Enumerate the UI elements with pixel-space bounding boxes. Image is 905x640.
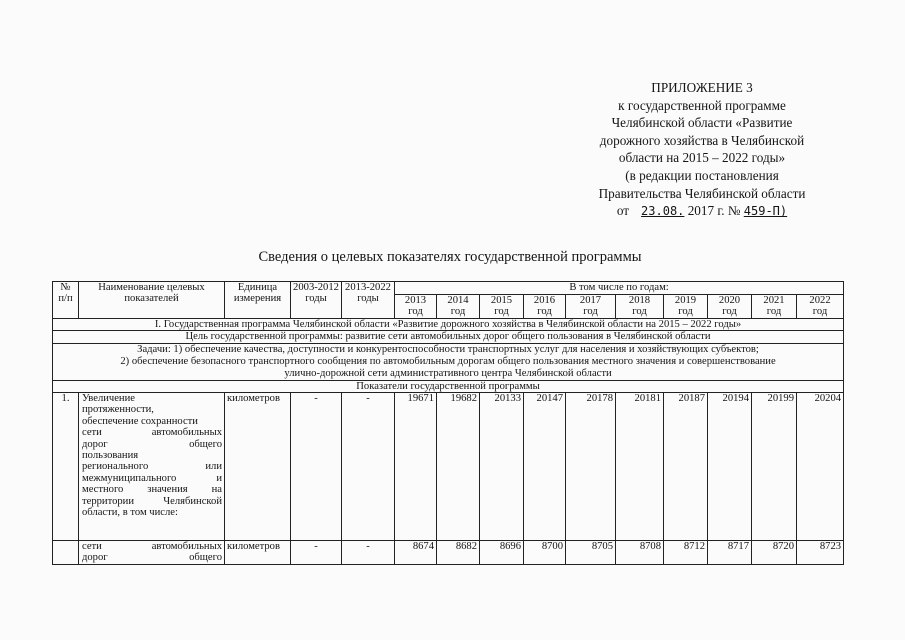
date-prefix: от <box>616 203 630 219</box>
appendix-line: Челябинской области «Развитие <box>611 115 793 131</box>
row-name-line: дорог общего <box>82 552 222 564</box>
row-name-line: протяженности, <box>82 404 154 416</box>
appendix-heading: ПРИЛОЖЕНИЕ 3 <box>651 80 753 95</box>
year-unit: год <box>537 306 552 318</box>
year: 2019 <box>674 295 697 306</box>
tasks-line: улично-дорожной сети административного центра Челябинской области <box>284 367 612 379</box>
year: 2014 <box>447 295 469 306</box>
row-unit: километров <box>225 541 291 565</box>
header-year-cell <box>524 295 566 319</box>
row-value: 20147 <box>524 393 566 541</box>
table-row <box>53 541 844 565</box>
row-name-line: сети автомобильных <box>82 541 222 553</box>
header-year-cell <box>752 295 797 319</box>
year-unit: год <box>766 306 782 318</box>
year-unit: год <box>494 306 509 318</box>
row-value: 20204 <box>797 393 844 541</box>
document-title: Сведения о целевых показателях государственной программы <box>258 249 642 265</box>
header-year-cell <box>797 295 844 319</box>
header-2013-2022: 2013-2022 годы <box>342 282 395 319</box>
header-year-cell <box>708 295 752 319</box>
year: 2017 <box>579 295 602 306</box>
row-name <box>79 541 225 565</box>
row-name-line: области, в том числе: <box>82 507 178 519</box>
year: 2022 <box>809 295 831 306</box>
handwritten-date: 23.08. <box>641 204 685 219</box>
row-value-2003-2012: - <box>291 393 342 541</box>
row-unit: километров <box>225 393 291 541</box>
row-value: 20178 <box>566 393 616 541</box>
header-no: № п/п <box>53 282 79 319</box>
row-name-line: дорог общего <box>82 438 222 450</box>
program-cell: I. Государственная программа Челябинской области «Развитие дорожного хозяйства в Челябинской области на 2015 – 2022 годы» <box>53 318 844 330</box>
row-value: 8708 <box>616 541 664 565</box>
row-value-2003-2012: - <box>291 541 342 565</box>
header-unit: Единица измерения <box>225 282 291 319</box>
indicators-table <box>52 281 844 565</box>
row-value: 19682 <box>437 393 480 541</box>
indicators-heading-cell: Показатели государственной программы <box>53 380 844 392</box>
year: 2018 <box>628 295 651 306</box>
row-value-2013-2022: - <box>342 393 395 541</box>
row-name-line: сети автомобильных <box>82 427 222 439</box>
row-name <box>79 393 225 541</box>
row-value: 20194 <box>708 393 752 541</box>
year: 2015 <box>490 295 513 306</box>
header-year-cell <box>566 295 616 319</box>
row-value: 8717 <box>708 541 752 565</box>
appendix-line: области на 2015 – 2022 годы» <box>618 150 786 166</box>
header-2003-2012: 2003-2012 годы <box>291 282 342 319</box>
year: 2013 <box>404 295 427 306</box>
tasks-line: 2) обеспечение безопасного транспортного сообщения по автомобильным дорогам общего пользования местного значения и совершенствование <box>120 355 776 367</box>
table-row <box>53 393 844 541</box>
row-value: 8720 <box>752 541 797 565</box>
year-unit: год <box>632 306 647 318</box>
year-unit: год <box>583 306 598 318</box>
row-value: 8696 <box>480 541 524 565</box>
header-year-cell <box>616 295 664 319</box>
appendix-line: (в редакции постановления <box>625 167 779 183</box>
row-value: 8682 <box>437 541 480 565</box>
row-number: 1. <box>53 393 79 541</box>
date-year: 2017 г. № <box>687 203 741 219</box>
appendix-line: дорожного хозяйства в Челябинской <box>599 132 805 148</box>
row-value: 19671 <box>395 393 437 541</box>
row-name-line: обеспечение сохранности <box>82 415 198 427</box>
year: 2020 <box>718 295 741 306</box>
row-name-line: регионального или <box>82 461 222 473</box>
row-value: 8723 <box>797 541 844 565</box>
tasks-row <box>53 343 844 380</box>
row-value: 8705 <box>566 541 616 565</box>
appendix-block <box>567 79 837 221</box>
row-name-line: Увеличение <box>82 393 135 405</box>
row-value: 20181 <box>616 393 664 541</box>
row-value: 20133 <box>480 393 524 541</box>
header-by-years: В том числе по годам: <box>395 282 844 295</box>
year: 2016 <box>533 295 556 306</box>
appendix-date-line <box>567 202 837 221</box>
header-name: Наименование целевых показателей <box>79 282 225 319</box>
handwritten-number: 459-П) <box>743 204 788 219</box>
row-value: 20199 <box>752 393 797 541</box>
year-unit: год <box>678 306 693 318</box>
appendix-line: к государственной программе <box>618 97 786 113</box>
appendix-line: Правительства Челябинской области <box>598 185 806 201</box>
row-value: 8674 <box>395 541 437 565</box>
program-row <box>53 318 844 330</box>
header-year-cell <box>664 295 708 319</box>
row-value-2013-2022: - <box>342 541 395 565</box>
row-name-line: межмуниципального и <box>82 472 222 484</box>
tasks-line: Задачи: 1) обеспечение качества, доступности и конкурентоспособности транспортных услуг для населения и хозяйствующих субъектов; <box>137 343 759 355</box>
row-name-line: местного значения на <box>82 484 222 496</box>
row-value: 20187 <box>664 393 708 541</box>
year-unit: год <box>450 306 466 318</box>
header-year-cell <box>437 295 480 319</box>
row-value: 8700 <box>524 541 566 565</box>
year-unit: год <box>812 306 828 318</box>
goal-cell: Цель государственной программы: развитие сети автомобильных дорог общего пользования в Челябинской области <box>53 331 844 343</box>
row-name-line: пользования <box>82 450 139 462</box>
row-value: 8712 <box>664 541 708 565</box>
goal-row <box>53 331 844 343</box>
header-year-cell <box>480 295 524 319</box>
row-name-line: территории Челябинской <box>82 495 222 507</box>
header-year-cell <box>395 295 437 319</box>
indicators-heading-row <box>53 380 844 392</box>
year-unit: год <box>408 306 423 318</box>
year: 2021 <box>763 295 785 306</box>
tasks-cell <box>53 343 844 380</box>
year-unit: год <box>722 306 737 318</box>
row-number <box>53 541 79 565</box>
header-row <box>53 282 844 295</box>
